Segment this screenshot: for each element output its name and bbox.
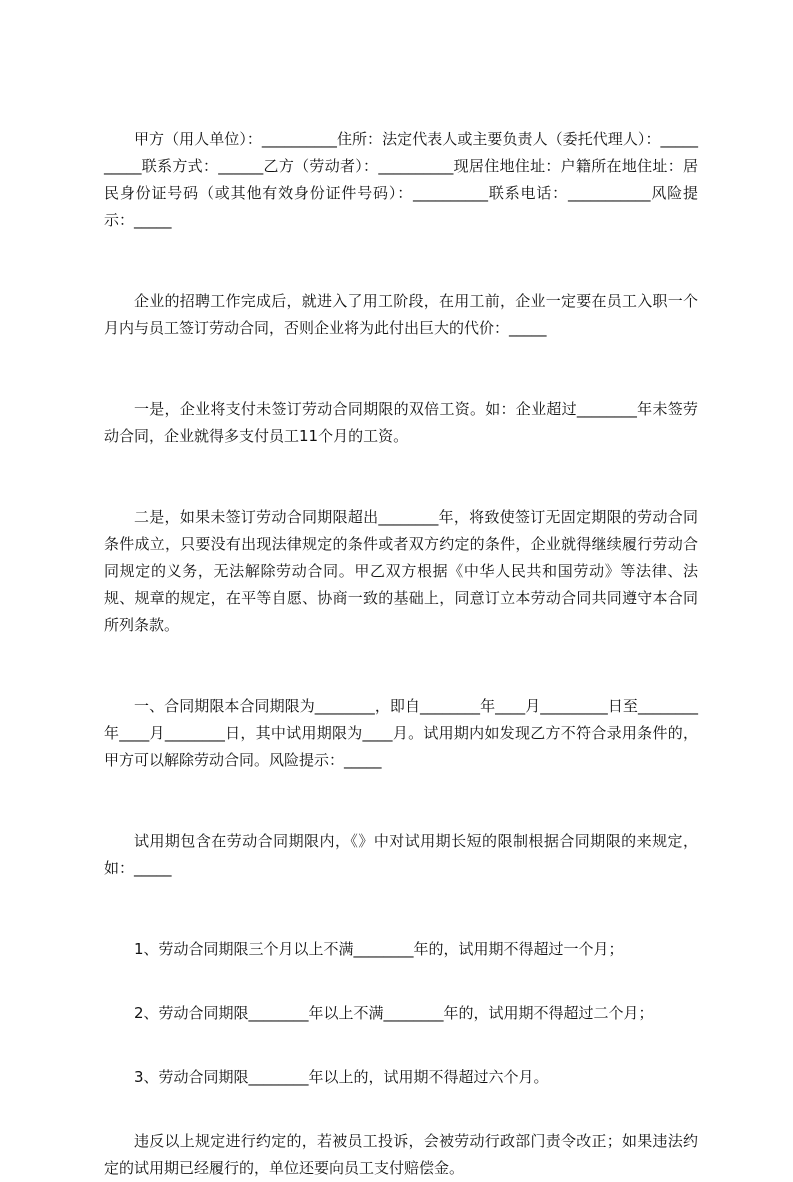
paragraph-open-term-contract: 二是，如果未签订劳动合同期限超出________年，将致使签订无固定期限的劳动合同条件成立，只要没有出现法律规定的条件或者双方约定的条件，企业就得继续履行劳动合同规定的义务，无法解除劳动合同。甲乙双方根据《中华人民共和国劳动》等法律、法规、规章的规定，在平等自愿、协商一致的基础上，同意订立本劳动合同共同遵守本合同所列条款。 xyxy=(104,508,698,634)
paragraph-hiring-intro: 企业的招聘工作完成后，就进入了用工阶段，在用工前，企业一定要在员工入职一个月内与员工签订劳动合同，否则企业将为此付出巨大的代价：_____ xyxy=(104,292,698,337)
paragraph-probation-item-3: 3、劳动合同期限________年以上的，试用期不得超过六个月。 xyxy=(134,1068,549,1086)
paragraph-parties-info: 甲方（用人单位）：__________住所：法定代表人或主要负责人（委托代理人）：__________联系方式：______乙方（劳动者）：__________现居住地住址：户籍所在地住址：居民身份证号码（或其他有效身份证件号码）：__________联系电话：___________风险提示：_____ xyxy=(104,130,698,229)
paragraph-probation-item-1: 1、劳动合同期限三个月以上不满________年的，试用期不得超过一个月； xyxy=(134,940,624,958)
paragraph-violation-notice: 违反以上规定进行约定的，若被员工投诉，会被劳动行政部门责令改正；如果违法约定的试用期已经履行的，单位还要向员工支付赔偿金。 xyxy=(104,1132,698,1177)
paragraph-probation-rule: 试用期包含在劳动合同期限内，《》中对试用期长短的限制根据合同期限的来规定，如：_____ xyxy=(104,832,698,877)
paragraph-double-salary: 一是，企业将支付未签订劳动合同期限的双倍工资。如：企业超过________年未签劳动合同，企业就得多支付员工11个月的工资。 xyxy=(104,400,698,445)
document-body xyxy=(104,126,698,1182)
paragraph-probation-item-2: 2、劳动合同期限________年以上不满________年的，试用期不得超过二个月； xyxy=(134,1004,654,1022)
paragraph-contract-term: 一、合同期限本合同期限为________，即自________年____月_________日至________年____月________日，其中试用期限为____月。试用期内如发现乙方不符合录用条件的，甲方可以解除劳动合同。风险提示：_____ xyxy=(104,697,698,769)
